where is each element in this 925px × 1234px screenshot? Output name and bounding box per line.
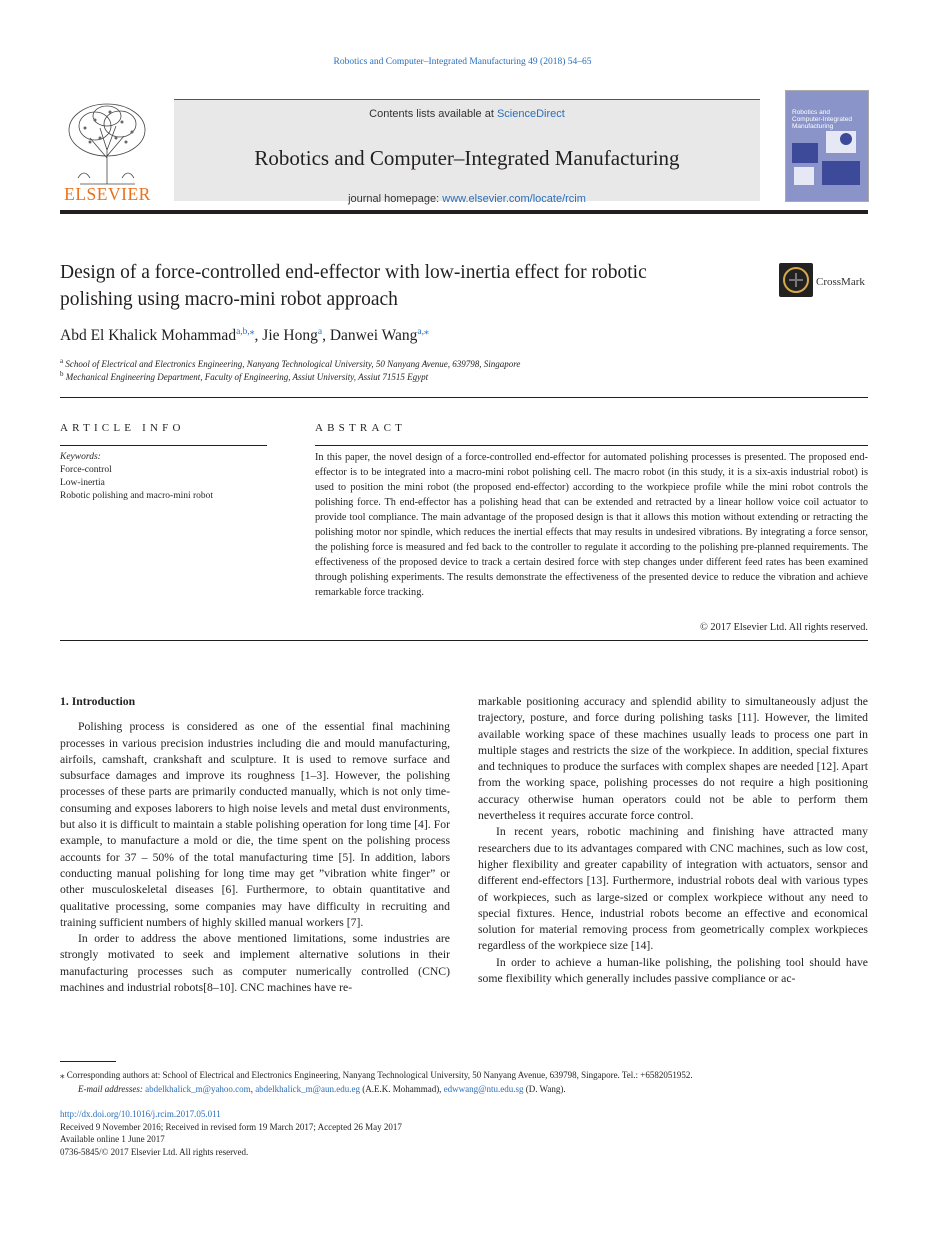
email-addresses: E-mail addresses: abdelkhalick_m@yahoo.com, abdelkhalick_m@aun.edu.eg (A.E.K. Mohammad), edwwang@ntu.edu.sg (D. Wang). — [78, 1084, 566, 1094]
keyword-item: Robotic polishing and macro-mini robot — [60, 491, 214, 501]
abstract-copyright: © 2017 Elsevier Ltd. All rights reserved. — [700, 622, 868, 633]
sciencedirect-link[interactable]: ScienceDirect — [496, 108, 565, 120]
elsevier-logo-text: ELSEVIER — [64, 184, 151, 204]
keyword-item: Low-inertia — [60, 478, 105, 488]
author-affiliation-mark[interactable]: a,b,⁎ — [236, 327, 255, 337]
affiliation-a — [60, 357, 520, 369]
abstract-text: In this paper, the novel design of a force-controlled end-effector for automated polishing processes is presented. The proposed end-effector is to be integrated into a macro-mini robot polishing cell. The macro robot (in this study, it is a six-axis industrial robot) is used to position the mini robot (the proposed end-effector) according to the workpiece profile while the mini robot controls the polishing force. Th end-effector has a polishing head that can be extended and retracted by a linear hollow voice coil actuator to provide tool compliance. The main advantage of the proposed design is that it allows this motion without extending or retracting the polishing motor nor spindle, which reduces the inertial effects that may results in undesired vibrations. By integrating a force sensor, the polishing force is measured and fed back to the controller to regulate it according to the polishing pre-planned requirements. The effectiveness of the proposed device to track a certain desired force with step changes under different feed rates has been examined through polishing experiments. The results demonstrate the effectiveness of the presented device to reduce the vibration and achieve remarkable force tracking. — [315, 452, 868, 598]
doi-link[interactable]: http://dx.doi.org/10.1016/j.rcim.2017.05.011 — [60, 1109, 221, 1119]
body-paragraph: markable positioning accuracy and splendid ability to simultaneously adjust the trajectory, posture, and force during polishing tasks [11]. However, the limited available working space of these machines usually leads to process one part in multiple stages and restricts the size of the workpiece. In addition, special fixtures and techniques to produce the surfaces with complex shapes are needed [12]. Apart from the working space, polishing processes do not require a high positioning accuracy otherwise human operators could not be able to perform them nevertheless it requires accurate force control. — [478, 695, 868, 823]
left-column — [60, 694, 450, 996]
journal-cover-image[interactable] — [785, 90, 869, 202]
body-paragraph: Polishing process is considered as one of the essential final machining processes in various precision industries including die and mould manufacturing, airfoils, camshaft, crankshaft and sculpture. It is used to remove surface and subsurface damages and improve its roughness [1–3]. However, the polishing processes of these parts are primarily conducted manually, which is not only time-consuming and exposes laborers to high noise levels and metal dust environments, but also it is difficult to maintain a stable polishing operation for long time [4]. For example, to manufacture a mold or die, the time spent on the polishing process accounts for 37 – 50% of the total manufacturing time [5]. In addition, labors conducting manual polishing for long time may get ”vibration white finger” or other musculoskeletal diseases [6]. Furthermore, to obtain quantitative and qualitative processing, some companies may have difficulty in recruiting and training sufficient numbers of highly skilled manual workers [7]. — [60, 720, 450, 929]
affiliation-text: School of Electrical and Electronics Engineering, Nanyang Technological University, 50 Nanyang Avenue, 639798, Singapore — [65, 359, 521, 369]
affiliation-mark: b — [60, 370, 64, 378]
journal-banner — [174, 99, 760, 205]
affiliation-b — [60, 370, 428, 382]
homepage-link[interactable]: www.elsevier.com/locate/rcim — [442, 193, 586, 205]
received-dates: Received 9 November 2016; Received in revised form 19 March 2017; Accepted 26 May 2017 — [60, 1121, 402, 1132]
email-link[interactable]: abdelkhalick_m@aun.edu.eg — [255, 1084, 360, 1094]
article-title-line-2: polishing using macro-mini robot approach — [60, 289, 398, 310]
contents-prefix: Contents lists available at — [369, 108, 497, 120]
affiliation-mark: a — [60, 357, 64, 365]
email-label: E-mail addresses: — [78, 1084, 143, 1094]
abstract-rule — [315, 445, 868, 446]
author-name[interactable]: Abd El Khalick Mohammad — [60, 327, 237, 345]
masthead-rule — [60, 210, 868, 214]
body-paragraph: In order to address the above mentioned limitations, some industries are strongly motivated to seek and implement alternative solutions in their manufacturing processes such as computer numerically controlled (CNC) machines and industrial robots[8–10]. CNC machines have re- — [60, 932, 450, 995]
footnote-rule — [60, 1061, 116, 1062]
author-name[interactable]: Jie Hong — [262, 327, 318, 345]
article-title — [60, 259, 760, 313]
info-top-rule — [60, 397, 868, 398]
author-affiliation-mark[interactable]: a — [317, 327, 323, 337]
journal-title: Robotics and Computer–Integrated Manufacturing — [254, 146, 680, 170]
article-title-line-1: Design of a force-controlled end-effector with low-inertia effect for robotic — [60, 262, 647, 283]
journal-citation[interactable]: Robotics and Computer–Integrated Manufacturing 49 (2018) 54–65 — [333, 57, 592, 67]
author-affiliation-mark[interactable]: a,⁎ — [417, 327, 429, 337]
body-paragraph: In recent years, robotic machining and finishing have attracted many researchers due to its advantages compared with CNC machines, such as low cost, higher flexibility and greater capability of integration with actuators, sensor and different end-effectors [13]. Furthermore, industrial robots deal with various types of workpieces, such as large-sized or complex workpiece without any need to special fixtures. Hence, industrial robots become an effective and economical solution for material removing process from geometrically complex workpieces regardless of the workpiece size [14]. — [478, 825, 868, 953]
article-info-rule — [60, 445, 267, 446]
article-info-heading: ARTICLE INFO — [60, 422, 185, 434]
section-heading-introduction: 1. Introduction — [60, 695, 136, 708]
abstract-bottom-rule — [60, 640, 868, 641]
corresponding-author-note: ⁎ Corresponding authors at: School of Electrical and Electronics Engineering, Nanyang Technological University, 50 Nanyang Avenue, 639798, Singapore. Tel.: +6582051952. — [60, 1070, 693, 1080]
keyword-item: Force-control — [60, 465, 112, 475]
crossmark-icon[interactable] — [779, 263, 813, 297]
email-owner: (D. Wang). — [523, 1084, 566, 1094]
available-online: Available online 1 June 2017 — [60, 1134, 165, 1144]
issn-copyright: 0736-5845/© 2017 Elsevier Ltd. All rights reserved. — [60, 1146, 249, 1157]
author-name[interactable]: Danwei Wang — [329, 327, 418, 345]
affiliation-text: Mechanical Engineering Department, Faculty of Engineering, Assiut University, Assiut 71515 Egypt — [65, 372, 429, 382]
author-list — [60, 326, 429, 345]
body-paragraph: In order to achieve a human-like polishing, the polishing tool should have some flexibility which generally includes passive compliance or ac- — [478, 955, 868, 986]
contents-line — [174, 108, 760, 120]
homepage-line — [174, 193, 760, 205]
crossmark-label[interactable]: CrossMark — [816, 276, 865, 288]
keywords-label: Keywords: — [60, 452, 101, 462]
author-separator: , — [254, 327, 263, 345]
email-owner: (A.E.K. Mohammad), — [359, 1084, 444, 1094]
author-separator: , — [322, 327, 330, 345]
cover-title: Robotics and Computer-Integrated Manufacturing — [792, 109, 852, 130]
masthead — [60, 90, 868, 214]
email-link[interactable]: abdelkhalick_m@yahoo.com — [145, 1084, 251, 1094]
email-link[interactable]: edwwang@ntu.edu.sg — [443, 1084, 524, 1094]
abstract-heading: ABSTRACT — [315, 422, 407, 434]
article-history — [60, 1108, 402, 1158]
homepage-prefix: journal homepage: — [348, 193, 443, 205]
right-column — [478, 694, 868, 987]
